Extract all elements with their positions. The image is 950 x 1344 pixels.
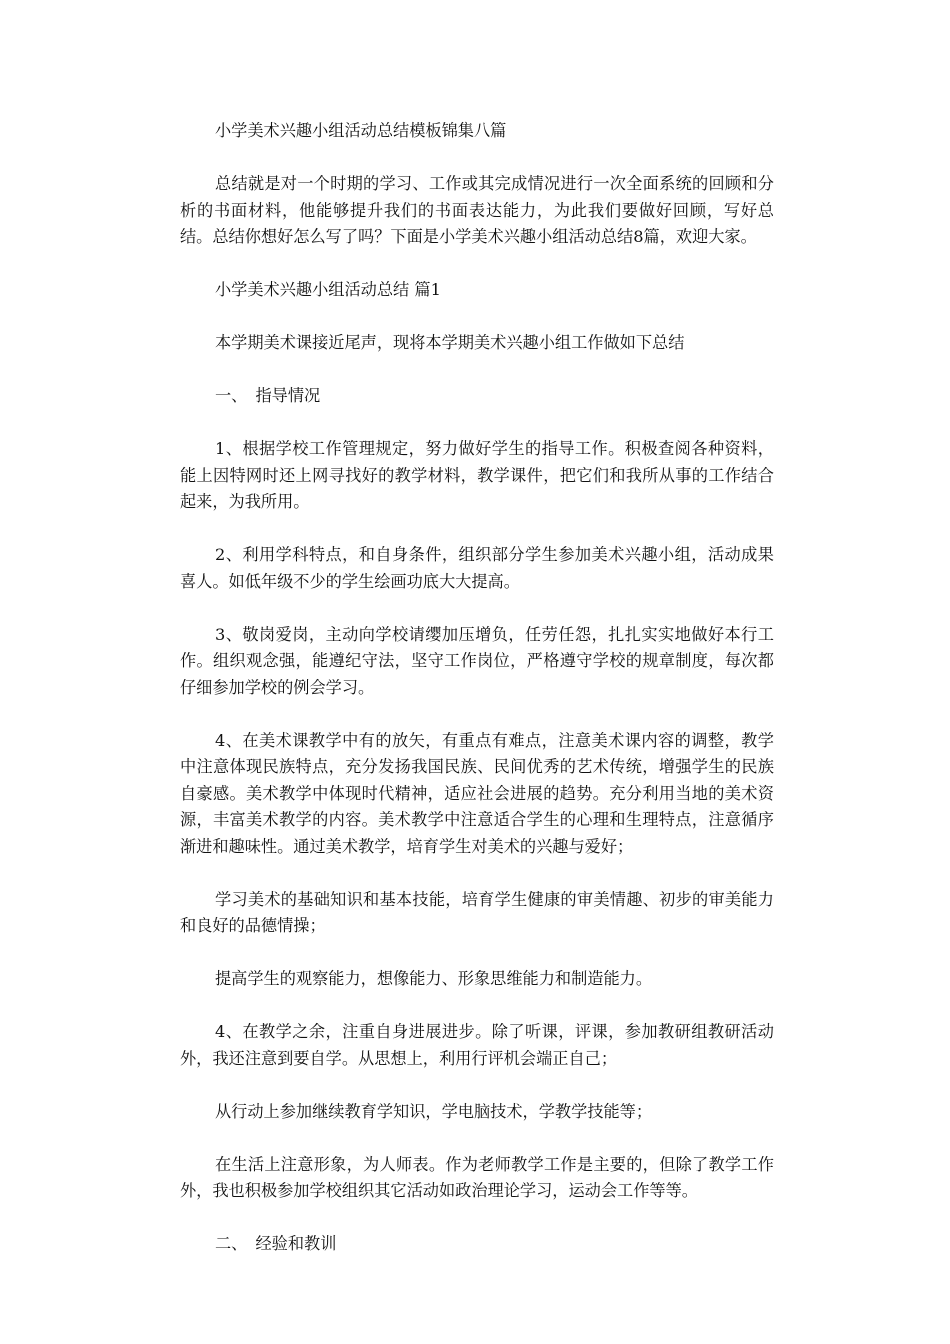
subsection-heading: 二、 经验和教训 [215,1234,337,1253]
body-paragraph: 在生活上注意形象，为人师表。作为老师教学工作是主要的，但除了教学工作外，我也积极参加学校组织其它活动如政治理论学习，运动会工作等等。 [180,1154,774,1200]
document-title: 小学美术兴趣小组活动总结模板锦集八篇 [215,121,507,140]
document-body [180,118,774,1284]
body-paragraph: 4、在美术课教学中有的放矢，有重点有难点，注意美术课内容的调整，教学中注意体现民族特点，充分发扬我国民族、民间优秀的艺术传统，增强学生的民族自豪感。美术教学中体现时代精神，适应社会进展的趋势。充分利用当地的美术资源，丰富美术教学的内容。美术教学中注意适合学生的心理和生理特点，注意循序渐进和趣味性。通过美术教学，培育学生对美术的兴趣与爱好； [180,730,774,856]
intro-paragraph: 总结就是对一个时期的学习、工作或其完成情况进行一次全面系统的回顾和分析的书面材料，他能够提升我们的书面表达能力，为此我们要做好回顾，写好总结。总结你想好怎么写了吗？下面是小学美术兴趣小组活动总结8篇，欢迎大家。 [180,174,774,246]
body-paragraph: 4、在教学之余，注重自身进展进步。除了听课，评课，参加教研组教研活动外，我还注意到要自学。从思想上，利用行评机会端正自己； [180,1022,774,1068]
body-paragraph: 1、根据学校工作管理规定，努力做好学生的指导工作。积极查阅各种资料，能上因特网时还上网寻找好的教学材料，教学课件，把它们和我所从事的工作结合起来，为我所用。 [180,439,774,511]
subsection-heading: 一、 指导情况 [215,386,321,405]
body-paragraph: 从行动上参加继续教育学知识，学电脑技术，学教学技能等； [215,1101,653,1121]
body-paragraph: 3、敬岗爱岗，主动向学校请缨加压增负，任劳任怨，扎扎实实地做好本行工作。组织观念强，能遵纪守法，坚守工作岗位，严格遵守学校的规章制度，每次都仔细参加学校的例会学习。 [180,624,774,697]
body-paragraph: 提高学生的观察能力，想像能力、形象思维能力和制造能力。 [215,969,653,988]
body-paragraph: 2、利用学科特点，和自身条件，组织部分学生参加美术兴趣小组，活动成果喜人。如低年级不少的学生绘画功底大大提高。 [180,545,774,591]
body-paragraph: 学习美术的基础知识和基本技能，培育学生健康的审美情趣、初步的审美能力和良好的品德情操； [180,889,774,935]
body-paragraph: 本学期美术课接近尾声，现将本学期美术兴趣小组工作做如下总结 [215,333,685,352]
section-heading: 小学美术兴趣小组活动总结 篇1 [215,280,441,299]
